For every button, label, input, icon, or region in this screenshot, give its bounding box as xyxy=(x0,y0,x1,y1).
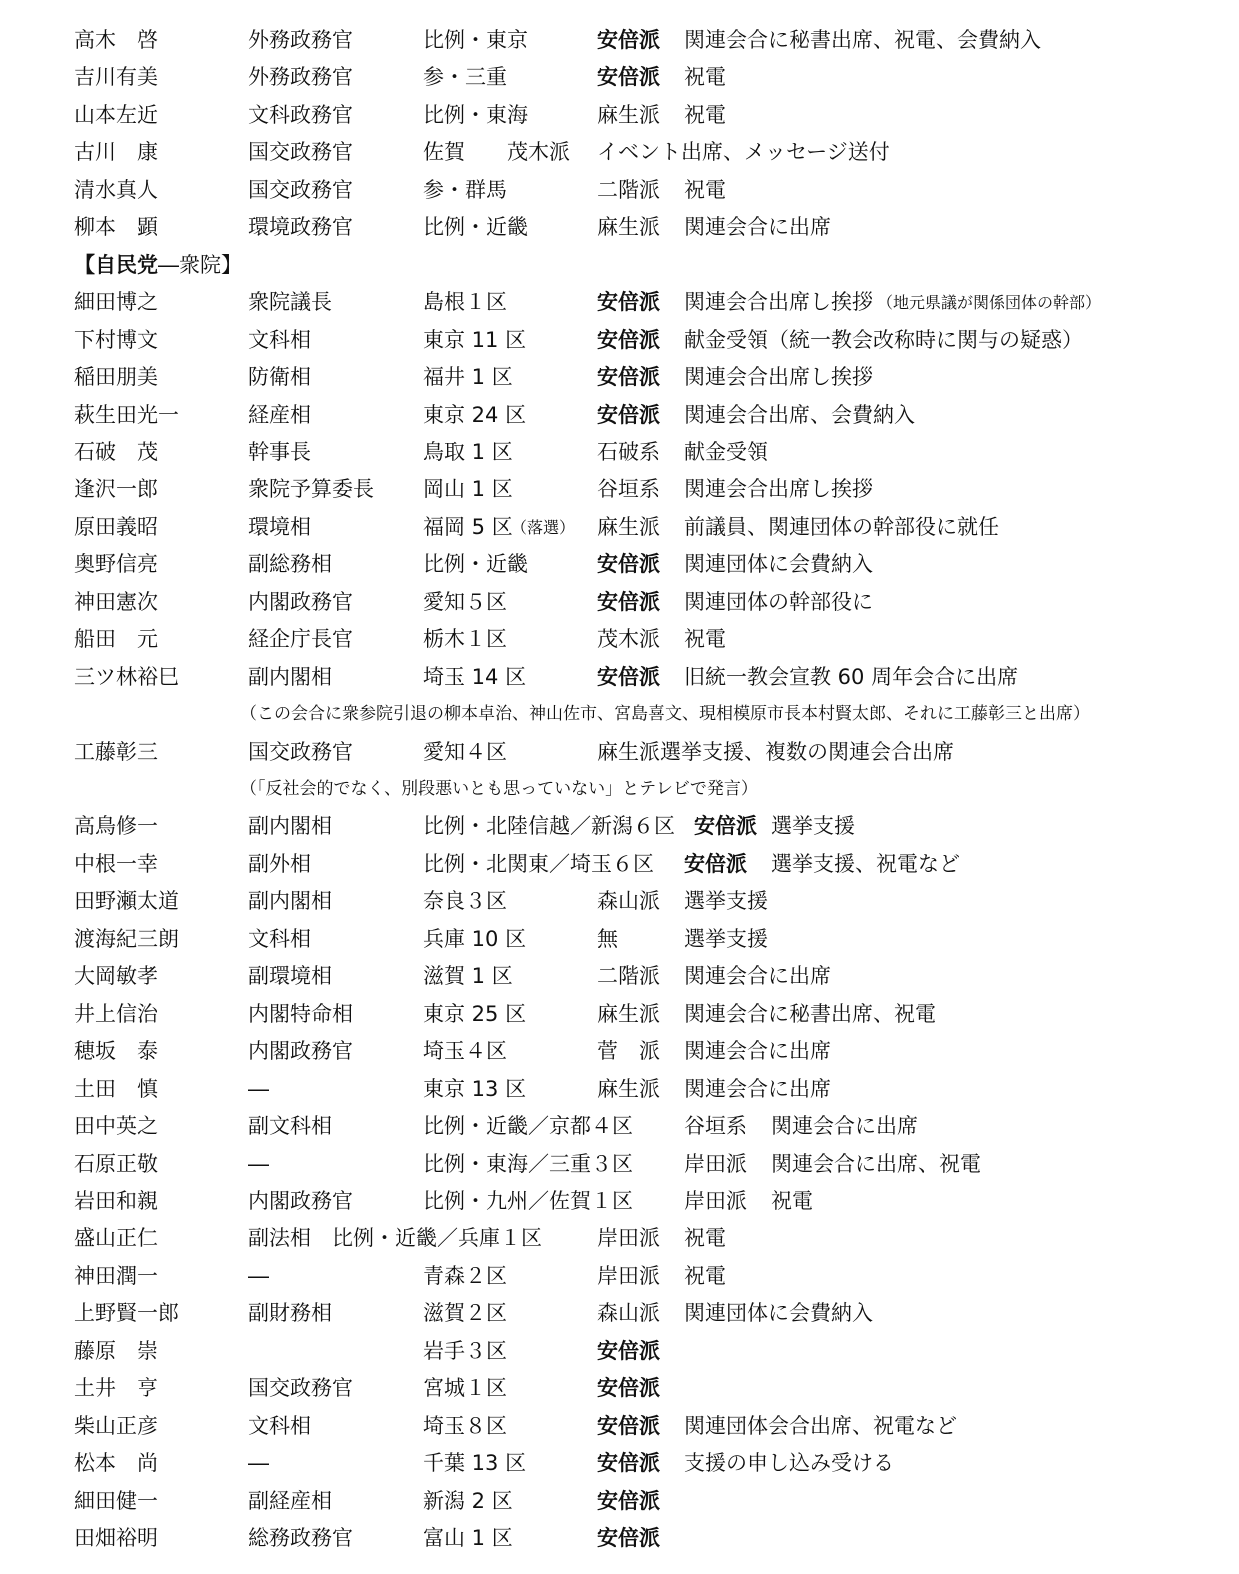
district-cell: 栃木１区 xyxy=(423,627,507,651)
district-cell: 比例・北関東／埼玉６区 xyxy=(423,852,654,876)
activity-cell: 祝電 xyxy=(771,1189,813,1213)
faction-cell: 安倍派 xyxy=(597,290,660,314)
position-district-cell: 副法相 比例・近畿／兵庫１区 xyxy=(248,1226,542,1250)
activity-cell: 関連会合に出席 xyxy=(684,1039,831,1063)
district-cell: 比例・東海 xyxy=(423,103,528,127)
name-cell: 渡海紀三朗 xyxy=(74,927,179,951)
position-cell: 衆院議長 xyxy=(248,290,332,314)
name-cell: 井上信治 xyxy=(74,1002,158,1026)
name-cell: 石破 茂 xyxy=(74,440,158,464)
activity-cell: 関連会合出席し挨拶 xyxy=(684,365,873,389)
position-cell: 副経産相 xyxy=(248,1489,332,1513)
activity-cell: 献金受領 xyxy=(684,440,768,464)
activity-cell: 旧統一教会宣教 60 周年会合に出席 xyxy=(684,665,1019,689)
faction-cell: 岸田派 xyxy=(597,1226,660,1250)
faction-cell: 安倍派 xyxy=(684,852,747,876)
faction-cell: 森山派 xyxy=(597,889,660,913)
name-cell: 三ツ林裕巳 xyxy=(74,665,179,689)
name-cell: 神田潤一 xyxy=(74,1264,158,1288)
faction-cell: 茂木派 xyxy=(597,627,660,651)
district-cell: 岡山 1 区 xyxy=(423,477,513,501)
activity-cell: 関連団体に会費納入 xyxy=(684,1301,873,1325)
faction-cell: 安倍派 xyxy=(597,665,660,689)
faction-cell: 谷垣系 xyxy=(597,477,660,501)
faction-cell: 安倍派 xyxy=(597,1526,660,1550)
position-cell: 国交政務官 xyxy=(248,740,353,764)
district-cell: 比例・近畿 xyxy=(423,215,528,239)
district-cell: 福井 1 区 xyxy=(423,365,513,389)
district-cell: 東京 11 区 xyxy=(423,328,527,352)
position-cell: 内閣特命相 xyxy=(248,1002,353,1026)
activity-cell: 選挙支援 xyxy=(684,889,768,913)
faction-cell: 安倍派 xyxy=(694,814,757,838)
section-heading-bold: 【自民党 xyxy=(74,253,158,277)
activity-cell: 関連会合に秘書出席、祝電 xyxy=(684,1002,936,1026)
faction-cell: 安倍派 xyxy=(597,28,660,52)
faction-cell: 麻生派 xyxy=(597,515,660,539)
faction-cell: 麻生派 xyxy=(597,215,660,239)
faction-cell: 無 xyxy=(597,927,618,951)
position-cell: 経企庁長官 xyxy=(248,627,353,651)
name-cell: 石原正敬 xyxy=(74,1152,158,1176)
district-cell: 比例・九州／佐賀１区 xyxy=(423,1189,633,1213)
position-cell: 文科相 xyxy=(248,1414,311,1438)
activity-cell: 選挙支援、祝電など xyxy=(771,852,960,876)
district-cell: 東京 13 区 xyxy=(423,1077,527,1101)
faction-cell: 二階派 xyxy=(597,964,660,988)
faction-cell: 岸田派 xyxy=(684,1189,747,1213)
faction-cell: 安倍派 xyxy=(597,1451,660,1475)
position-cell: 国交政務官 xyxy=(248,140,353,164)
position-cell: 外務政務官 xyxy=(248,28,353,52)
district-cell: 千葉 13 区 xyxy=(423,1451,527,1475)
activity-cell: 祝電 xyxy=(684,1226,726,1250)
district-cell: 参・三重 xyxy=(423,65,507,89)
name-cell: 下村博文 xyxy=(74,328,158,352)
name-cell: 細田博之 xyxy=(74,290,158,314)
activity-note: （地元県議が関係団体の幹部） xyxy=(877,293,1102,312)
position-cell: 国交政務官 xyxy=(248,1376,353,1400)
position-cell: 副文科相 xyxy=(248,1114,332,1138)
position-cell: 副財務相 xyxy=(248,1301,332,1325)
position-cell: ― xyxy=(248,1264,269,1288)
district-cell: 埼玉４区 xyxy=(423,1039,507,1063)
name-cell: 吉川有美 xyxy=(74,65,158,89)
activity-cell: 支援の申し込み受ける xyxy=(684,1451,894,1475)
district-cell: 佐賀 茂木派 xyxy=(423,140,570,164)
district-cell: 埼玉８区 xyxy=(423,1414,507,1438)
activity-cell: 献金受領（統一教会改称時に関与の疑惑） xyxy=(684,328,1083,352)
activity-cell: 選挙支援 xyxy=(771,814,855,838)
faction-cell: 谷垣系 xyxy=(684,1114,747,1138)
district-cell: 東京 25 区 xyxy=(423,1002,527,1026)
name-cell: 高鳥修一 xyxy=(74,814,158,838)
activity-cell: 関連会合に出席 xyxy=(684,215,831,239)
name-cell: 原田義昭 xyxy=(74,515,158,539)
position-cell: 環境相 xyxy=(248,515,311,539)
district-cell: 比例・近畿／京都４区 xyxy=(423,1114,633,1138)
district-cell: 兵庫 10 区 xyxy=(423,927,527,951)
district-cell: 富山 1 区 xyxy=(423,1526,513,1550)
position-cell: 副内閣相 xyxy=(248,889,332,913)
district-cell: 愛知５区 xyxy=(423,590,507,614)
position-cell: 副内閣相 xyxy=(248,814,332,838)
district-cell: 参・群馬 xyxy=(423,178,507,202)
name-cell: 田野瀬太道 xyxy=(74,889,179,913)
district-cell: 比例・近畿 xyxy=(423,552,528,576)
name-cell: 高木 啓 xyxy=(74,28,158,52)
faction-cell: 安倍派 xyxy=(597,590,660,614)
activity-cell: 前議員、関連団体の幹部役に就任 xyxy=(684,515,999,539)
faction-cell: 森山派 xyxy=(597,1301,660,1325)
faction-cell: 安倍派 xyxy=(597,403,660,427)
name-cell: 穂坂 泰 xyxy=(74,1039,158,1063)
name-cell: 土井 亨 xyxy=(74,1376,158,1400)
activity-cell: 関連団体に会費納入 xyxy=(684,552,873,576)
activity-cell: 祝電 xyxy=(684,178,726,202)
district-cell: 比例・東京 xyxy=(423,28,528,52)
name-cell: 逢沢一郎 xyxy=(74,477,158,501)
position-cell: ― xyxy=(248,1077,269,1101)
district-cell: 岩手３区 xyxy=(423,1339,507,1363)
position-cell: 総務政務官 xyxy=(248,1526,353,1550)
name-cell: 田中英之 xyxy=(74,1114,158,1138)
name-cell: 上野賢一郎 xyxy=(74,1301,179,1325)
name-cell: 船田 元 xyxy=(74,627,158,651)
activity-cell: イベント出席、メッセージ送付 xyxy=(597,140,890,164)
faction-cell: 安倍派 xyxy=(597,365,660,389)
position-cell: 内閣政務官 xyxy=(248,1189,353,1213)
name-cell: 大岡敏孝 xyxy=(74,964,158,988)
section-heading-rest: ―衆院】 xyxy=(158,253,242,277)
position-cell: 文科政務官 xyxy=(248,103,353,127)
faction-cell: 安倍派 xyxy=(597,1489,660,1513)
position-cell: 副内閣相 xyxy=(248,665,332,689)
position-cell: 防衛相 xyxy=(248,365,311,389)
name-cell: 松本 尚 xyxy=(74,1451,158,1475)
name-cell: 田畑裕明 xyxy=(74,1526,158,1550)
position-cell: 文科相 xyxy=(248,927,311,951)
activity-cell: 麻生派選挙支援、複数の関連会合出席 xyxy=(597,740,954,764)
faction-cell: 安倍派 xyxy=(597,1414,660,1438)
name-cell: 萩生田光一 xyxy=(74,403,179,427)
activity-cell: 関連団体会合出席、祝電など xyxy=(684,1414,957,1438)
activity-cell: 関連会合に出席 xyxy=(684,964,831,988)
position-cell: 内閣政務官 xyxy=(248,590,353,614)
activity-cell: 関連会合に出席、祝電 xyxy=(771,1152,981,1176)
name-cell: 柴山正彦 xyxy=(74,1414,158,1438)
name-cell: 盛山正仁 xyxy=(74,1226,158,1250)
district-cell: 滋賀 1 区 xyxy=(423,964,513,988)
position-cell: 内閣政務官 xyxy=(248,1039,353,1063)
district-cell: 比例・東海／三重３区 xyxy=(423,1152,633,1176)
name-cell: 神田憲次 xyxy=(74,590,158,614)
activity-cell: 関連会合出席し挨拶 xyxy=(684,477,873,501)
district-cell: 東京 24 区 xyxy=(423,403,527,427)
faction-cell: 麻生派 xyxy=(597,103,660,127)
district-cell: 愛知４区 xyxy=(423,740,507,764)
activity-cell: 関連会合出席し挨拶 xyxy=(684,290,873,314)
faction-cell: 菅 派 xyxy=(597,1039,660,1063)
name-cell: 山本左近 xyxy=(74,103,158,127)
district-cell: 鳥取 1 区 xyxy=(423,440,513,464)
activity-cell: 選挙支援 xyxy=(684,927,768,951)
position-cell: 副外相 xyxy=(248,852,311,876)
note-text: （「反社会的でなく、別段悪いとも思っていない」とテレビで発言） xyxy=(240,779,758,799)
note-text: （この会合に衆参院引退の柳本卓治、神山佐市、宮島喜文、現相模原市長本村賢太郎、それに工藤彰三と出席） xyxy=(240,704,1090,724)
name-cell: 柳本 顕 xyxy=(74,215,158,239)
district-cell: 新潟 2 区 xyxy=(423,1489,513,1513)
name-cell: 細田健一 xyxy=(74,1489,158,1513)
district-note: （落選） xyxy=(511,518,576,537)
district-cell: 比例・北陸信越／新潟６区 xyxy=(423,814,675,838)
district-cell: 滋賀２区 xyxy=(423,1301,507,1325)
position-cell: 副総務相 xyxy=(248,552,332,576)
activity-cell: 祝電 xyxy=(684,627,726,651)
faction-cell: 安倍派 xyxy=(597,65,660,89)
position-cell: 幹事長 xyxy=(248,440,311,464)
activity-cell: 関連会合に出席 xyxy=(771,1114,918,1138)
district-cell: 奈良３区 xyxy=(423,889,507,913)
position-cell: 文科相 xyxy=(248,328,311,352)
position-cell: 国交政務官 xyxy=(248,178,353,202)
faction-cell: 岸田派 xyxy=(684,1152,747,1176)
district-cell: 埼玉 14 区 xyxy=(423,665,527,689)
position-cell: 衆院予算委長 xyxy=(248,477,374,501)
position-cell: 経産相 xyxy=(248,403,311,427)
faction-cell: 石破系 xyxy=(597,440,660,464)
activity-cell: 関連会合出席、会費納入 xyxy=(684,403,915,427)
name-cell: 中根一幸 xyxy=(74,852,158,876)
faction-cell: 安倍派 xyxy=(597,1376,660,1400)
faction-cell: 麻生派 xyxy=(597,1002,660,1026)
activity-cell: 祝電 xyxy=(684,103,726,127)
activity-cell: 祝電 xyxy=(684,65,726,89)
faction-cell: 岸田派 xyxy=(597,1264,660,1288)
position-cell: ― xyxy=(248,1152,269,1176)
position-cell: 副環境相 xyxy=(248,964,332,988)
district-cell: 宮城１区 xyxy=(423,1376,507,1400)
activity-cell: 関連団体の幹部役に xyxy=(684,590,873,614)
faction-cell: 二階派 xyxy=(597,178,660,202)
faction-cell: 麻生派 xyxy=(597,1077,660,1101)
district-cell: 島根１区 xyxy=(423,290,507,314)
faction-cell: 安倍派 xyxy=(597,1339,660,1363)
position-cell: ― xyxy=(248,1451,269,1475)
activity-cell: 祝電 xyxy=(684,1264,726,1288)
activity-cell: 関連会合に出席 xyxy=(684,1077,831,1101)
district-cell: 青森２区 xyxy=(423,1264,507,1288)
name-cell: 稲田朋美 xyxy=(74,365,158,389)
faction-cell: 安倍派 xyxy=(597,328,660,352)
name-cell: 工藤彰三 xyxy=(74,740,158,764)
faction-cell: 安倍派 xyxy=(597,552,660,576)
name-cell: 土田 慎 xyxy=(74,1077,158,1101)
position-cell: 環境政務官 xyxy=(248,215,353,239)
name-cell: 古川 康 xyxy=(74,140,158,164)
activity-cell: 関連会合に秘書出席、祝電、会費納入 xyxy=(684,28,1041,52)
district-cell: 福岡 5 区 xyxy=(423,515,513,539)
name-cell: 奥野信亮 xyxy=(74,552,158,576)
position-cell: 外務政務官 xyxy=(248,65,353,89)
name-cell: 岩田和親 xyxy=(74,1189,158,1213)
name-cell: 清水真人 xyxy=(74,178,158,202)
name-cell: 藤原 崇 xyxy=(74,1339,158,1363)
